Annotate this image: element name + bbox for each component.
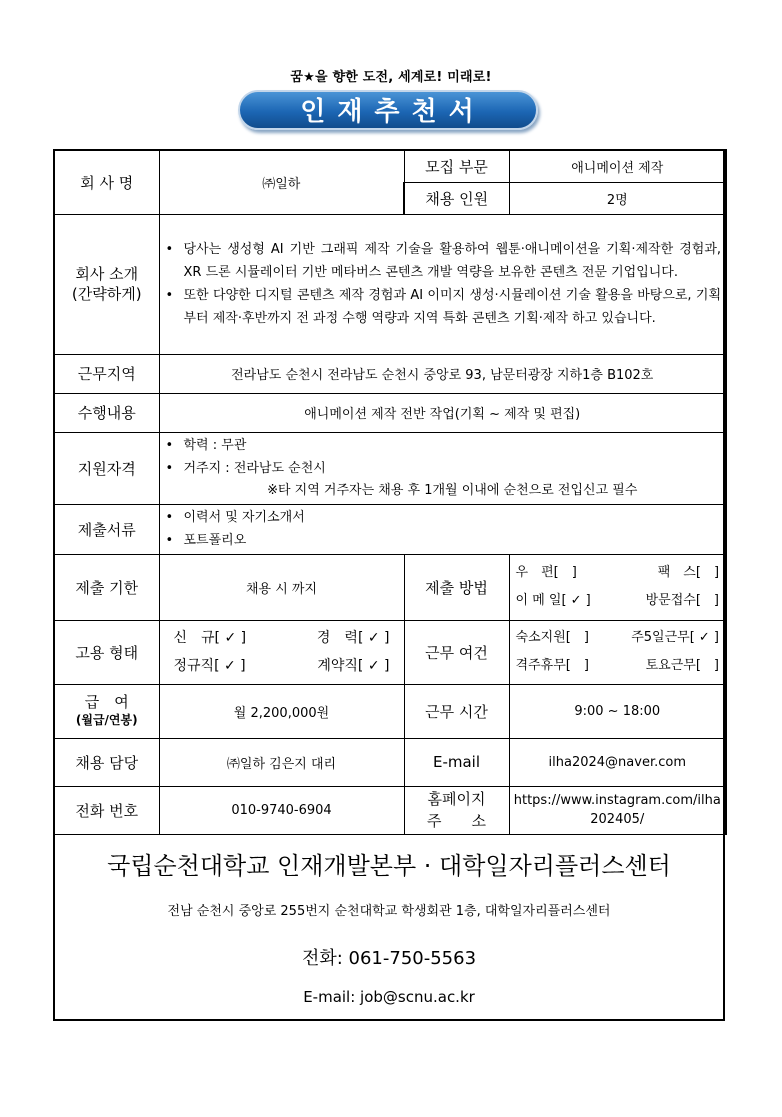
submission-method-label: 제출 방법 xyxy=(404,554,509,620)
homepage-label-line2: 주 소 xyxy=(427,812,486,830)
intro-bullet-2: • 또한 다양한 디지털 콘텐츠 제작 경험과 AI 이미지 생성·시뮬레이션 기술 활용을 바탕으로, 기획부터 제작·후반까지 전 과정 수행 역량과 지역 특화 콘텐츠 기획·제작 하고 있습니다. xyxy=(164,284,722,330)
homepage-value[interactable]: https://www.instagram.com/ilha202405/ xyxy=(509,786,726,834)
company-intro-label xyxy=(54,214,159,354)
deadline-label: 제출 기한 xyxy=(54,554,159,620)
five-day-week-checkbox[interactable]: 주5일근무[ ✓ ] xyxy=(631,630,720,645)
hiring-manager-value: ㈜일하 김은지 대리 xyxy=(159,738,404,786)
recruit-dept-label: 모집 부문 xyxy=(404,150,509,182)
salary-label xyxy=(54,684,159,738)
method-fax-checkbox[interactable]: 팩 스[ ] xyxy=(657,565,720,580)
work-hours-value: 9:00 ~ 18:00 xyxy=(509,684,726,738)
hires-label: 채용 인원 xyxy=(404,182,509,214)
biweekly-holiday-checkbox[interactable]: 격주휴무[ ] xyxy=(515,658,589,673)
saturday-work-checkbox[interactable]: 토요근무[ ] xyxy=(645,658,720,673)
deadline-value: 채용 시 까지 xyxy=(159,554,404,620)
intro-bullet-1: • 당사는 생성형 AI 기반 그래픽 제작 기술을 활용하여 웹툰·애니메이션을 기획·제작한 경험과, XR 드론 시뮬레이터 기반 메타버스 콘텐츠 개발 역량을 보유한 콘텐츠 전문 기업입니다. xyxy=(164,238,722,284)
document-item-1: • 이력서 및 자기소개서 xyxy=(164,506,722,529)
footer-telephone: 전화: 061-750-5563 xyxy=(301,948,477,969)
company-intro-value xyxy=(159,214,726,354)
company-intro-label-line1: 회사 소개 xyxy=(75,265,139,283)
documents-label: 제출서류 xyxy=(54,504,159,554)
qualification-item-1: • 학력 : 무관 xyxy=(164,434,722,457)
qualification-note: ※타 지역 거주자는 채용 후 1개월 이내에 순천으로 전입신고 필수 xyxy=(267,483,638,498)
phone-label: 전화 번호 xyxy=(54,786,159,834)
recommendation-form-table xyxy=(53,149,727,835)
slogan: 꿈★을 향한 도전, 세계로! 미래로! xyxy=(290,70,492,85)
email-label: E-mail xyxy=(404,738,509,786)
hires-value: 2명 xyxy=(509,182,726,214)
dorm-support-checkbox[interactable]: 숙소지원[ ] xyxy=(515,630,589,645)
qualification-value xyxy=(159,432,726,504)
salary-label-line2: (월급/연봉) xyxy=(75,713,138,727)
footer-address: 전남 순천시 중앙로 255번지 순천대학교 학생회관 1층, 대학일자리플러스센터 xyxy=(167,904,611,919)
method-post-checkbox[interactable]: 우 편[ ] xyxy=(515,565,577,580)
salary-label-line1: 급 여 xyxy=(84,693,129,711)
document-item-2: • 포트폴리오 xyxy=(164,529,722,552)
company-name-value: ㈜일하 xyxy=(159,150,404,214)
employment-contract-checkbox[interactable]: 계약직[ ✓ ] xyxy=(317,658,390,674)
employment-new-checkbox[interactable]: 신 규[ ✓ ] xyxy=(173,630,247,646)
homepage-label xyxy=(404,786,509,834)
recruit-dept-value: 애니메이션 제작 xyxy=(509,150,726,182)
hiring-manager-label: 채용 담당 xyxy=(54,738,159,786)
footer-organization: 국립순천대학교 인재개발본부 · 대학일자리플러스센터 xyxy=(107,852,671,880)
work-location-value: 전라남도 순천시 전라남도 순천시 중앙로 93, 남문터광장 지하1층 B102호 xyxy=(159,354,726,393)
employment-type-label: 고용 형태 xyxy=(54,620,159,684)
submission-method-options xyxy=(509,554,726,620)
method-email-checkbox[interactable]: 이 메 일[ ✓ ] xyxy=(515,593,591,608)
employment-career-checkbox[interactable]: 경 력[ ✓ ] xyxy=(316,630,390,646)
work-hours-label: 근무 시간 xyxy=(404,684,509,738)
work-conditions-label: 근무 여건 xyxy=(404,620,509,684)
employment-type-options xyxy=(159,620,404,684)
document-title-banner: 인재추천서 xyxy=(238,90,538,130)
salary-value: 월 2,200,000원 xyxy=(159,684,404,738)
email-value: ilha2024@naver.com xyxy=(509,738,726,786)
qualification-item-2: • 거주지 : 전라남도 순천시 xyxy=(164,457,722,480)
company-name-label: 회 사 명 xyxy=(54,150,159,214)
documents-value xyxy=(159,504,726,554)
work-location-label: 근무지역 xyxy=(54,354,159,393)
duties-label: 수행내용 xyxy=(54,393,159,432)
phone-value: 010-9740-6904 xyxy=(159,786,404,834)
method-visit-checkbox[interactable]: 방문접수[ ] xyxy=(645,593,720,608)
qualification-label: 지원자격 xyxy=(54,432,159,504)
company-intro-label-line2: (간략하게) xyxy=(71,285,142,303)
work-conditions-options xyxy=(509,620,726,684)
footer-email: E-mail: job@scnu.ac.kr xyxy=(303,988,475,1006)
duties-value: 애니메이션 제작 전반 작업(기획 ~ 제작 및 편집) xyxy=(159,393,726,432)
homepage-label-line1: 홈페이지 xyxy=(427,790,486,808)
employment-regular-checkbox[interactable]: 정규직[ ✓ ] xyxy=(173,658,246,674)
